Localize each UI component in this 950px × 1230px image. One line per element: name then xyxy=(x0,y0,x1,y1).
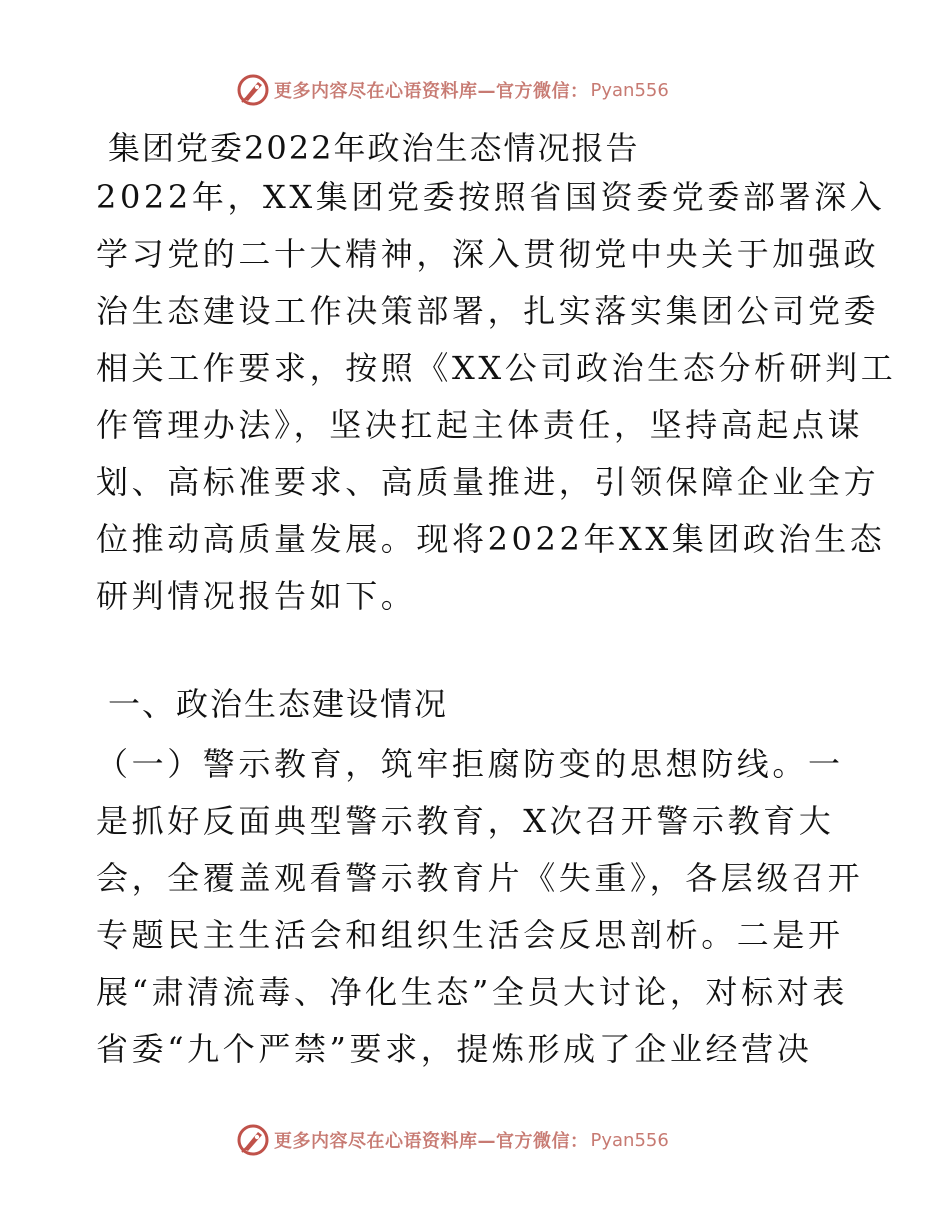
paragraph-line: 作管理办法》，坚决扛起主体责任，坚持高起点谋 xyxy=(96,406,864,444)
watermark-wechat-id: Pyan556 xyxy=(590,79,669,101)
document-title: 集团党委2022年政治生态情况报告 xyxy=(108,129,640,167)
paragraph-line: 是抓好反面典型警示教育，X次召开警示教育大 xyxy=(96,802,835,840)
paragraph-line: 学习党的二十大精神，深入贯彻党中央关于加强政 xyxy=(96,235,880,273)
watermark-text: 更多内容尽在心语资料库—官方微信： xyxy=(274,1131,589,1152)
watermark-banner-bottom xyxy=(236,1122,669,1158)
paragraph-line: 2022年，XX集团党委按照省国资委党委部署深入 xyxy=(96,178,886,216)
paragraph-line: 省委“九个严禁”要求，提炼形成了企业经营决 xyxy=(96,1030,813,1068)
fountain-pen-seal-icon xyxy=(236,73,270,107)
watermark-wechat-id: Pyan556 xyxy=(590,1129,669,1151)
watermark-text: 更多内容尽在心语资料库—官方微信： xyxy=(274,81,589,102)
paragraph-line: 划、高标准要求、高质量推进，引领保障企业全方 xyxy=(96,463,880,501)
paragraph-intro xyxy=(96,169,896,625)
paragraph-line: （一）警示教育，筑牢拒腐防变的思想防线。一 xyxy=(96,745,844,783)
paragraph-line: 位推动高质量发展。现将2022年XX集团政治生态 xyxy=(96,520,886,558)
paragraph-line: 专题民主生活会和组织生活会反思剖析。二是开 xyxy=(96,916,844,954)
watermark-banner-top xyxy=(236,72,669,108)
paragraph-line: 展“肃清流毒、净化生态”全员大讨论，对标对表 xyxy=(96,973,848,1011)
paragraph-line: 研判情况报告如下。 xyxy=(96,577,417,615)
paragraph-line: 治生态建设工作决策部署，扎实落实集团公司党委 xyxy=(96,292,880,330)
section-heading: 一、政治生态建设情况 xyxy=(108,685,449,723)
fountain-pen-seal-icon xyxy=(236,1123,270,1157)
paragraph-line: 相关工作要求，按照《XX公司政治生态分析研判工 xyxy=(96,349,897,387)
paragraph-line: 会，全覆盖观看警示教育片《失重》，各层级召开 xyxy=(96,859,864,897)
paragraph-warning-education xyxy=(96,736,863,1078)
